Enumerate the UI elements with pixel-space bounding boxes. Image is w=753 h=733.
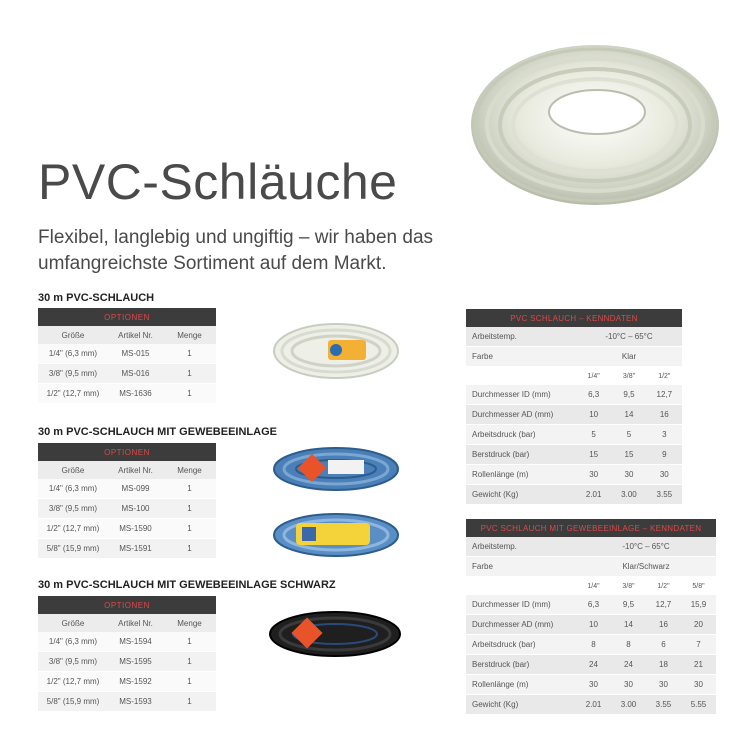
table-row bbox=[38, 672, 216, 692]
size-header: 1/2" bbox=[647, 367, 682, 386]
article-cell: MS-1593 bbox=[108, 692, 163, 712]
spec-label: Rollenlänge (m) bbox=[466, 675, 576, 695]
quantity-cell: 1 bbox=[163, 519, 216, 539]
spec-label: Durchmesser ID (mm) bbox=[466, 385, 576, 405]
spec-label: Durchmesser ID (mm) bbox=[466, 595, 576, 615]
spec-value: 12,7 bbox=[646, 595, 681, 615]
article-cell: MS-1636 bbox=[108, 384, 163, 404]
spec-value: 20 bbox=[681, 615, 716, 635]
size-header: 1/2" bbox=[646, 577, 681, 596]
spec-label: Gewicht (Kg) bbox=[466, 485, 576, 505]
size-cell: 1/2" (12,7 mm) bbox=[38, 519, 108, 539]
size-cell: 3/8" (9,5 mm) bbox=[38, 364, 108, 384]
column-header: Menge bbox=[163, 614, 216, 632]
table-row bbox=[38, 384, 216, 404]
spec-value: 9,5 bbox=[611, 595, 646, 615]
spec-value: 30 bbox=[576, 465, 611, 485]
spec-value: 18 bbox=[646, 655, 681, 675]
spec-label: Farbe bbox=[466, 557, 576, 577]
quantity-cell: 1 bbox=[163, 479, 216, 499]
spec-row bbox=[466, 675, 716, 695]
size-cell: 3/8" (9,5 mm) bbox=[38, 652, 108, 672]
quantity-cell: 1 bbox=[163, 344, 216, 364]
size-cell: 1/2" (12,7 mm) bbox=[38, 672, 108, 692]
spec-value: 3 bbox=[647, 425, 682, 445]
spec-value: 2.01 bbox=[576, 485, 611, 505]
quantity-cell: 1 bbox=[163, 692, 216, 712]
size-cell: 1/4" (6,3 mm) bbox=[38, 479, 108, 499]
size-cell: 3/8" (9,5 mm) bbox=[38, 499, 108, 519]
spec-value: 12,7 bbox=[647, 385, 682, 405]
quantity-cell: 1 bbox=[163, 632, 216, 652]
spec-value: 10 bbox=[576, 615, 611, 635]
spec-value: 5 bbox=[576, 425, 611, 445]
page-title: PVC-Schläuche bbox=[38, 154, 398, 210]
quantity-cell: 1 bbox=[163, 652, 216, 672]
spec-label: Arbeitstemp. bbox=[466, 537, 576, 557]
options-table bbox=[38, 596, 216, 712]
spec-value: 24 bbox=[611, 655, 646, 675]
quantity-cell: 1 bbox=[163, 384, 216, 404]
spec-row bbox=[466, 485, 682, 505]
article-cell: MS-100 bbox=[108, 499, 163, 519]
spec-row bbox=[466, 385, 682, 405]
spec-label: Gewicht (Kg) bbox=[466, 695, 576, 715]
spec-label: Arbeitsdruck (bar) bbox=[466, 425, 576, 445]
spec-row bbox=[466, 695, 716, 715]
column-header: Menge bbox=[163, 326, 216, 344]
size-cell: 1/4" (6,3 mm) bbox=[38, 344, 108, 364]
spec-value: 15,9 bbox=[681, 595, 716, 615]
article-cell: MS-015 bbox=[108, 344, 163, 364]
page-subtitle: Flexibel, langlebig und ungiftig – wir haben das umfangreichste Sortiment auf dem Markt. bbox=[38, 227, 434, 274]
spec-value: 24 bbox=[576, 655, 611, 675]
spec-value: 15 bbox=[576, 445, 611, 465]
spec-value: 30 bbox=[611, 465, 646, 485]
size-cell: 1/2" (12,7 mm) bbox=[38, 384, 108, 404]
spec-label: Durchmesser AD (mm) bbox=[466, 615, 576, 635]
size-header: 3/8" bbox=[611, 367, 646, 386]
article-cell: MS-1595 bbox=[108, 652, 163, 672]
column-header: Größe bbox=[38, 614, 108, 632]
column-header: Artikel Nr. bbox=[108, 326, 163, 344]
article-cell: MS-099 bbox=[108, 479, 163, 499]
size-cell: 5/8" (15,9 mm) bbox=[38, 539, 108, 559]
article-cell: MS-1591 bbox=[108, 539, 163, 559]
spec-value: 5 bbox=[611, 425, 646, 445]
table-row bbox=[38, 519, 216, 539]
spec-label: Berstdruck (bar) bbox=[466, 445, 576, 465]
spec-row bbox=[466, 405, 682, 425]
spec-value: 7 bbox=[681, 635, 716, 655]
column-header: Menge bbox=[163, 461, 216, 479]
spec-value: -10°C – 65°C bbox=[576, 537, 716, 557]
spec-row bbox=[466, 655, 716, 675]
column-header: Größe bbox=[38, 326, 108, 344]
clear-hose-roll-image bbox=[272, 322, 400, 380]
table-row bbox=[38, 364, 216, 384]
spec-label: Arbeitsdruck (bar) bbox=[466, 635, 576, 655]
section-title: 30 m PVC-SCHLAUCH bbox=[38, 292, 155, 304]
spec-value: 16 bbox=[647, 405, 682, 425]
column-header: Größe bbox=[38, 461, 108, 479]
spec-value: Klar bbox=[576, 347, 682, 367]
spec-value: 30 bbox=[647, 465, 682, 485]
spec-value: 14 bbox=[611, 615, 646, 635]
table-row bbox=[38, 539, 216, 559]
column-header: Artikel Nr. bbox=[108, 461, 163, 479]
options-table bbox=[38, 443, 216, 559]
spec-label: Berstdruck (bar) bbox=[466, 655, 576, 675]
reinforced-hose-roll-yellow-image bbox=[272, 512, 400, 558]
quantity-cell: 1 bbox=[163, 499, 216, 519]
spec-value: 6,3 bbox=[576, 385, 611, 405]
spec-value: 9,5 bbox=[611, 385, 646, 405]
spec-row bbox=[466, 595, 716, 615]
table-row bbox=[38, 499, 216, 519]
spec-value: 30 bbox=[611, 675, 646, 695]
spec-value: 5.55 bbox=[681, 695, 716, 715]
spec-value: 2.01 bbox=[576, 695, 611, 715]
spec-value: 14 bbox=[611, 405, 646, 425]
spec-value: -10°C – 65°C bbox=[576, 327, 682, 347]
spec-value: 6 bbox=[646, 635, 681, 655]
black-reinforced-hose-roll-image bbox=[268, 610, 402, 658]
specs-header: PVC SCHLAUCH – KENNDATEN bbox=[466, 309, 682, 327]
column-header: Artikel Nr. bbox=[108, 614, 163, 632]
specs-table bbox=[466, 309, 682, 505]
spec-value: 3.55 bbox=[647, 485, 682, 505]
size-cell: 1/4" (6,3 mm) bbox=[38, 632, 108, 652]
table-row bbox=[38, 344, 216, 364]
spec-row bbox=[466, 615, 716, 635]
spec-value: 15 bbox=[611, 445, 646, 465]
spec-value: Klar/Schwarz bbox=[576, 557, 716, 577]
options-header: OPTIONEN bbox=[38, 443, 216, 461]
quantity-cell: 1 bbox=[163, 364, 216, 384]
spec-row bbox=[466, 425, 682, 445]
hero-hose-coil-image bbox=[468, 40, 723, 210]
size-cell: 5/8" (15,9 mm) bbox=[38, 692, 108, 712]
article-cell: MS-1590 bbox=[108, 519, 163, 539]
quantity-cell: 1 bbox=[163, 672, 216, 692]
spec-label: Farbe bbox=[466, 347, 576, 367]
size-header: 1/4" bbox=[576, 577, 611, 596]
spec-row bbox=[466, 635, 716, 655]
table-row bbox=[38, 652, 216, 672]
spec-row bbox=[466, 465, 682, 485]
size-header: 3/8" bbox=[611, 577, 646, 596]
article-cell: MS-1594 bbox=[108, 632, 163, 652]
specs-header: PVC SCHLAUCH MIT GEWEBEEINLAGE – KENNDATEN bbox=[466, 519, 716, 537]
options-table bbox=[38, 308, 216, 404]
spec-label: Arbeitstemp. bbox=[466, 327, 576, 347]
spec-label: Rollenlänge (m) bbox=[466, 465, 576, 485]
spec-value: 9 bbox=[647, 445, 682, 465]
spec-value: 6,3 bbox=[576, 595, 611, 615]
table-row bbox=[38, 692, 216, 712]
section-title: 30 m PVC-SCHLAUCH MIT GEWEBEEINLAGE bbox=[38, 426, 277, 438]
spec-row bbox=[466, 445, 682, 465]
spec-value: 21 bbox=[681, 655, 716, 675]
spec-value: 8 bbox=[576, 635, 611, 655]
reinforced-hose-roll-image bbox=[272, 446, 400, 492]
options-header: OPTIONEN bbox=[38, 308, 216, 326]
section-title: 30 m PVC-SCHLAUCH MIT GEWEBEEINLAGE SCHWARZ bbox=[38, 579, 336, 591]
spec-value: 8 bbox=[611, 635, 646, 655]
spec-value: 30 bbox=[646, 675, 681, 695]
table-row bbox=[38, 479, 216, 499]
spec-value: 16 bbox=[646, 615, 681, 635]
spec-value: 3.55 bbox=[646, 695, 681, 715]
table-row bbox=[38, 632, 216, 652]
size-header: 5/8" bbox=[681, 577, 716, 596]
spec-value: 3.00 bbox=[611, 485, 646, 505]
spec-value: 3.00 bbox=[611, 695, 646, 715]
spec-value: 30 bbox=[681, 675, 716, 695]
article-cell: MS-016 bbox=[108, 364, 163, 384]
spec-value: 10 bbox=[576, 405, 611, 425]
size-header: 1/4" bbox=[576, 367, 611, 386]
spec-label: Durchmesser AD (mm) bbox=[466, 405, 576, 425]
options-header: OPTIONEN bbox=[38, 596, 216, 614]
specs-table bbox=[466, 519, 716, 715]
spec-value: 30 bbox=[576, 675, 611, 695]
quantity-cell: 1 bbox=[163, 539, 216, 559]
article-cell: MS-1592 bbox=[108, 672, 163, 692]
